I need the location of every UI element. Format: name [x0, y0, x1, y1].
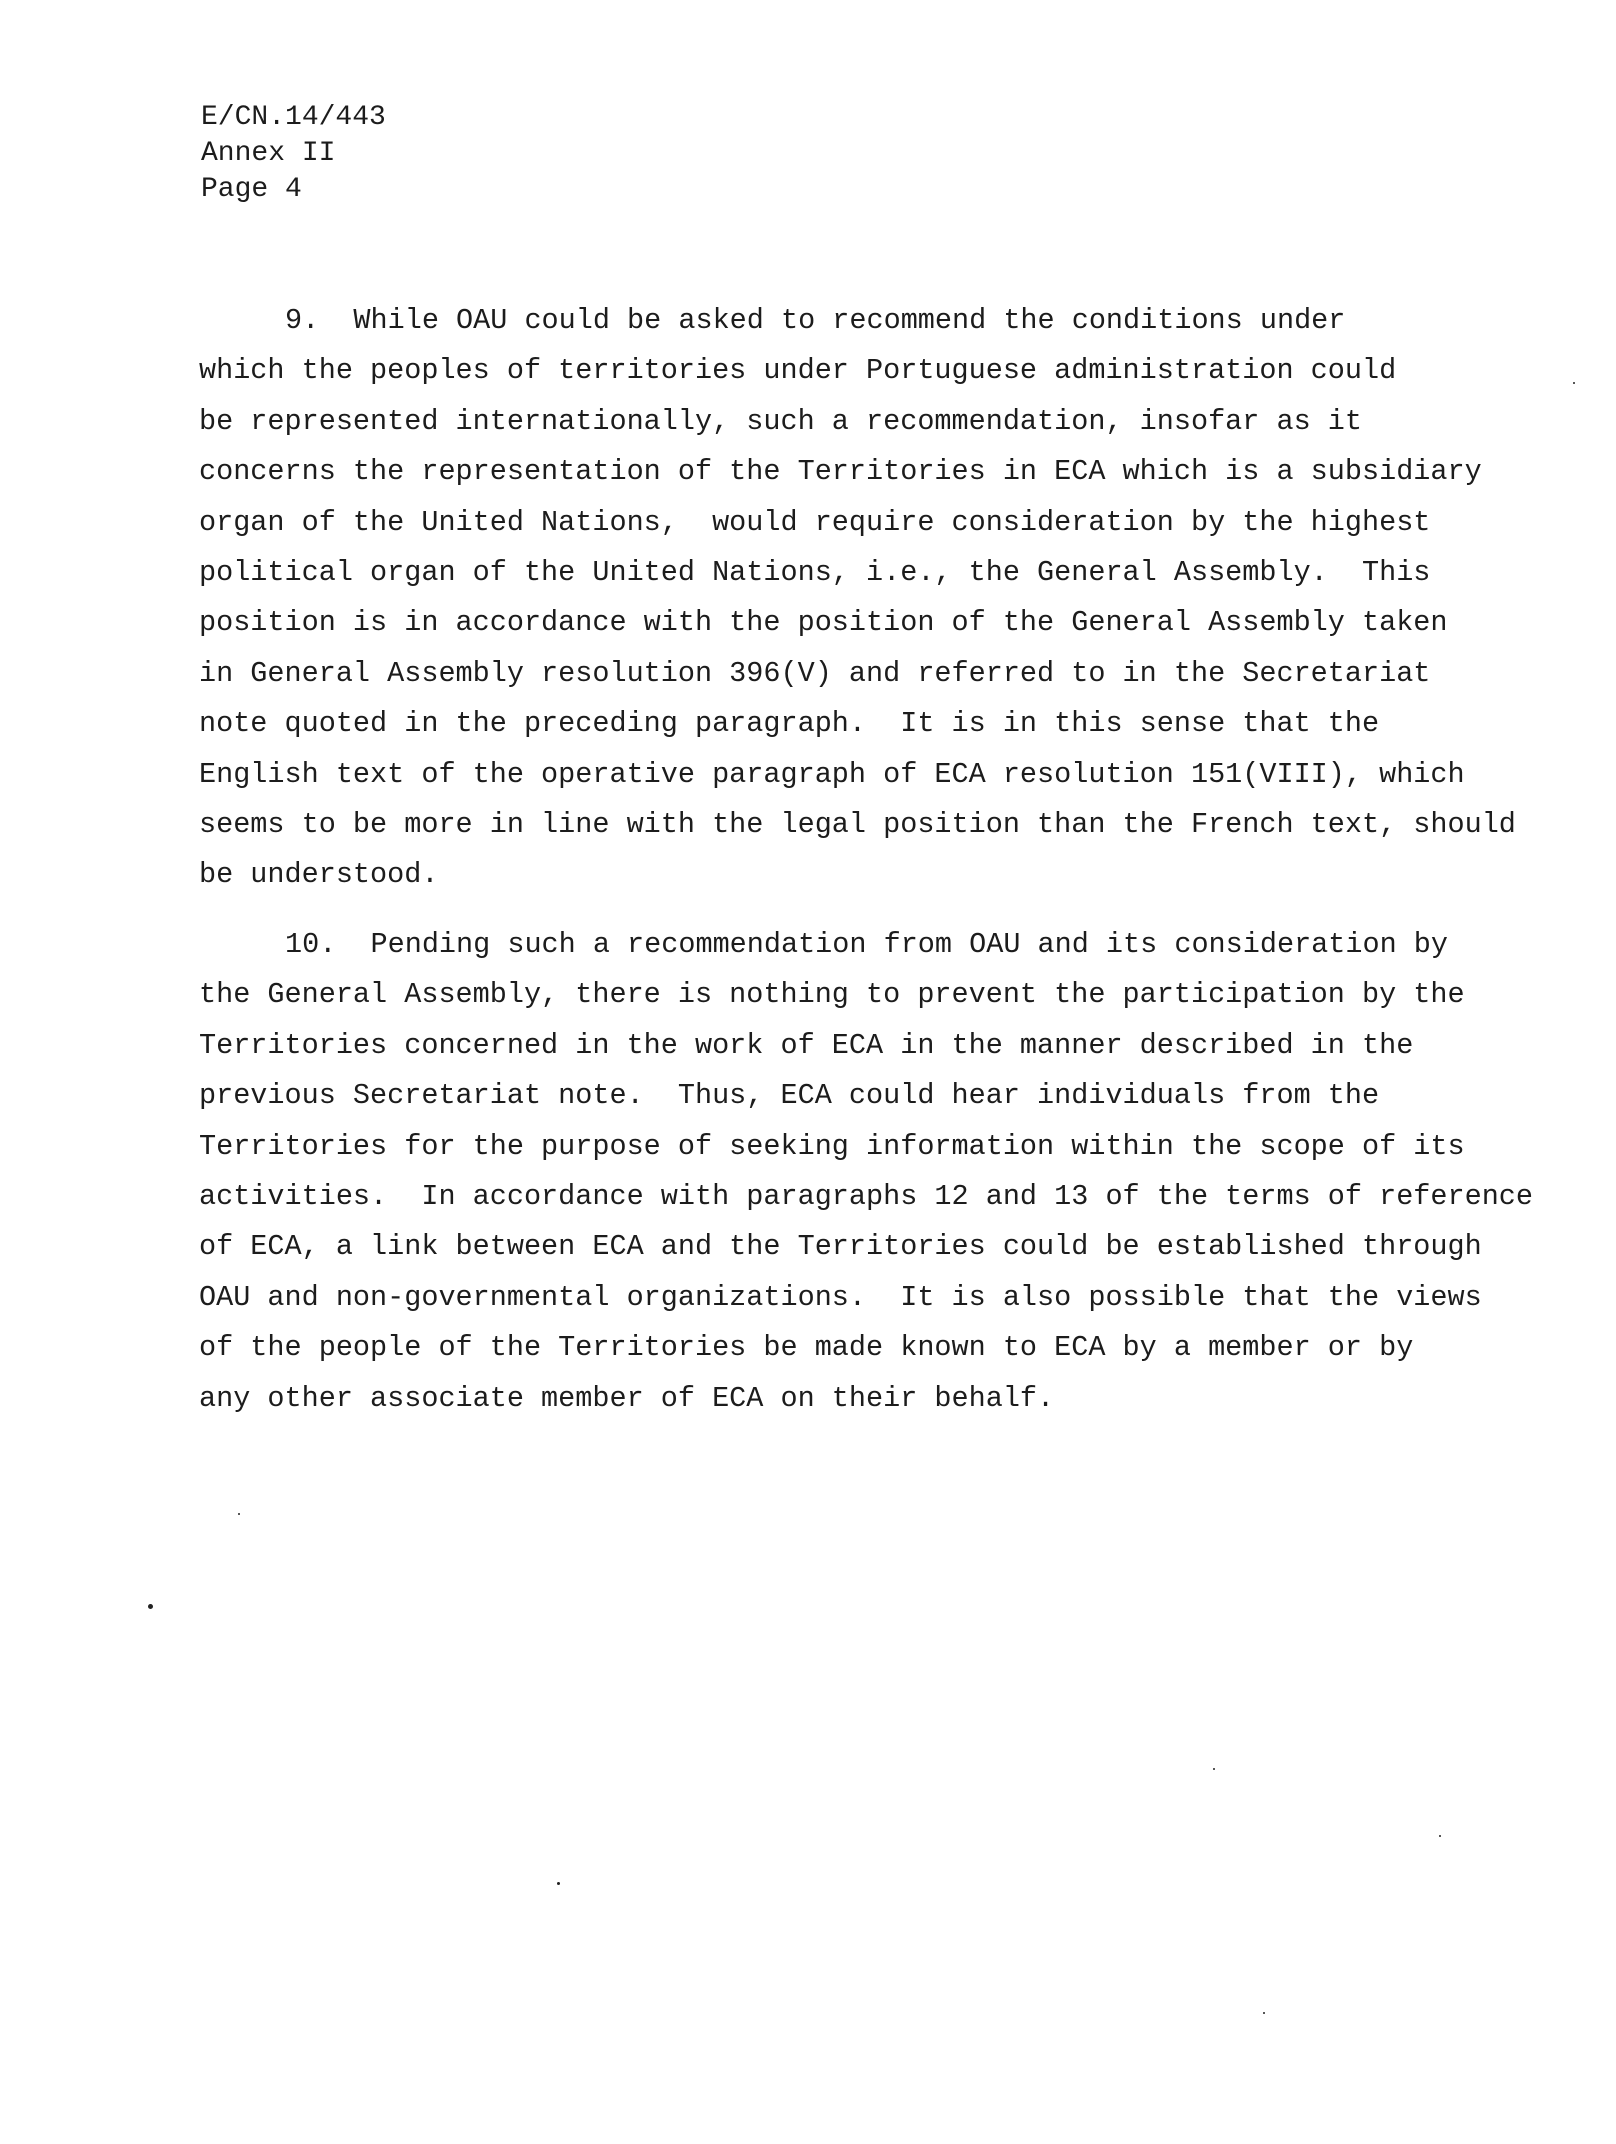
scan-speck — [1439, 1835, 1441, 1837]
paragraph-line: Territories concerned in the work of ECA in the manner described in the — [199, 1028, 1414, 1062]
paragraph-line: of the people of the Territories be made known to ECA by a member or by — [199, 1331, 1414, 1365]
paragraph-line: any other associate member of ECA on their behalf. — [199, 1381, 1055, 1415]
paragraph-10 — [199, 920, 1534, 1424]
paragraph-line: OAU and non-governmental organizations. It is also possible that the views — [199, 1280, 1482, 1314]
paragraph-line: activities. In accordance with paragraphs 12 and 13 of the terms of reference — [199, 1180, 1534, 1214]
paragraph-line: previous Secretariat note. Thus, ECA could hear individuals from the — [199, 1079, 1380, 1113]
paragraph-line: be understood. — [199, 858, 439, 892]
paragraph-line: concerns the representation of the Territories in ECA which is a subsidiary — [199, 455, 1482, 489]
paragraph-line: which the peoples of territories under Portuguese administration could — [199, 354, 1397, 388]
paragraph-line: 9. While OAU could be asked to recommend the conditions under — [285, 304, 1346, 337]
scan-speck — [1263, 2012, 1265, 2014]
paragraph-line: 10. Pending such a recommendation from OAU and its consideration by — [285, 928, 1448, 961]
paragraph-9 — [199, 296, 1519, 901]
scan-speck — [1213, 1768, 1215, 1770]
paragraph-line: of ECA, a link between ECA and the Territories could be established through — [199, 1230, 1482, 1264]
page-number: Page 4 — [201, 174, 302, 205]
paragraph-line: note quoted in the preceding paragraph. It is in this sense that the — [199, 707, 1380, 741]
paragraph-line: the General Assembly, there is nothing to prevent the participation by the — [199, 978, 1465, 1012]
paragraph-line: position is in accordance with the position of the General Assembly taken — [199, 606, 1448, 640]
document-header — [201, 100, 386, 208]
paragraph-line: organ of the United Nations, would require consideration by the highest — [199, 505, 1431, 539]
scan-speck — [148, 1604, 153, 1609]
annex-label: Annex II — [201, 138, 336, 169]
scan-speck — [238, 1513, 240, 1515]
paragraph-line: seems to be more in line with the legal position than the French text, should — [199, 808, 1516, 842]
paragraph-line: Territories for the purpose of seeking information within the scope of its — [199, 1129, 1465, 1163]
paragraph-line: English text of the operative paragraph of ECA resolution 151(VIII), which — [199, 757, 1465, 791]
paragraph-line: in General Assembly resolution 396(V) and referred to in the Secretariat — [199, 656, 1431, 690]
paragraph-line: political organ of the United Nations, i.e., the General Assembly. This — [199, 556, 1431, 590]
scan-speck — [1573, 382, 1575, 384]
scan-speck — [557, 1882, 560, 1885]
paragraph-line: be represented internationally, such a recommendation, insofar as it — [199, 404, 1362, 438]
document-symbol: E/CN.14/443 — [201, 102, 386, 133]
